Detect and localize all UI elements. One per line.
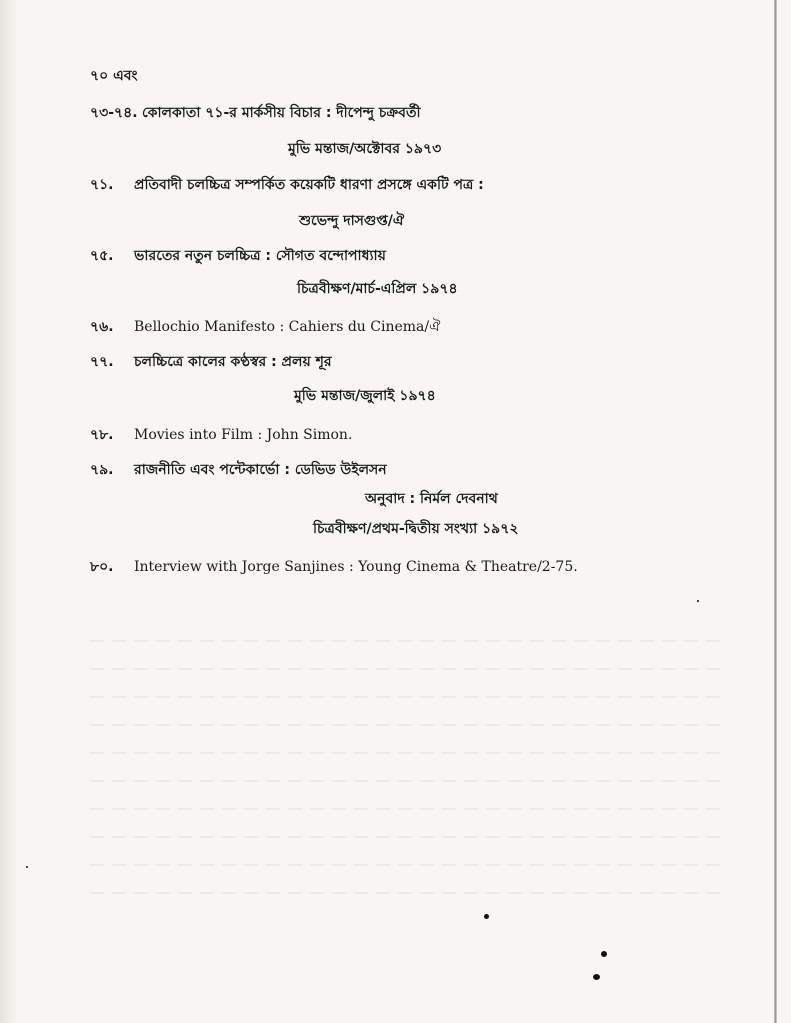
entry — [90, 318, 440, 336]
entry-text: Interview with Jorge Sanjines : Young Cinema & Theatre/2-75. — [134, 559, 578, 575]
bleed-through-line — [90, 864, 721, 866]
entry-source: মুভি মন্তাজ/জুলাই ১৯৭৪ — [294, 388, 436, 404]
entry-number: ৮০. — [90, 559, 114, 575]
ink-speck — [601, 951, 607, 957]
entry-text: রাজনীতি এবং পন্টেকার্ভো : ডেভিড উইলসন — [134, 462, 387, 478]
entry-number: ৭১. — [90, 177, 114, 193]
ink-speck — [593, 974, 600, 980]
entry-source: চিত্রবীক্ষণ/প্রথম-দ্বিতীয় সংখ্যা ১৯৭২ — [313, 521, 519, 537]
entry — [90, 558, 578, 576]
entry-number: ৭৫. — [90, 248, 114, 264]
entry-number: ৭৬. — [90, 319, 114, 335]
entry-number: ৭৩-৭৪. — [90, 105, 138, 121]
bleed-through-line — [90, 640, 721, 642]
entry — [90, 176, 484, 194]
entry — [90, 461, 387, 479]
entry-text: প্রতিবাদী চলচ্চিত্র সম্পর্কিত কয়েকটি ধারণা প্রসঙ্গে একটি পত্র : — [134, 177, 484, 193]
entry-text: ভারতের নতুন চলচ্চিত্র : সৌগত বন্দোপাধ্যায় — [134, 248, 386, 264]
entry-number: ৭৮. — [90, 427, 114, 443]
entry — [90, 247, 386, 265]
entry — [90, 104, 420, 122]
ink-speck — [697, 600, 699, 602]
bleed-through-line — [90, 836, 721, 838]
scan-shadow-left — [0, 0, 18, 1023]
bleed-through-line — [90, 892, 721, 894]
bleed-through-line — [90, 752, 721, 754]
entry-translator: অনুবাদ : নির্মল দেবনাথ — [365, 491, 498, 507]
bleed-through-line — [90, 668, 721, 670]
ink-speck — [26, 866, 28, 868]
entry-text: Bellochio Manifesto : Cahiers du Cinema/ঐ — [134, 319, 441, 335]
entry-text: চলচ্চিত্রে কালের কণ্ঠস্বর : প্রলয় শূর — [134, 354, 332, 370]
entry-source: চিত্রবীক্ষণ/মার্চ-এপ্রিল ১৯৭৪ — [297, 281, 458, 297]
ink-speck — [484, 914, 489, 919]
entry-number: ৭৯. — [90, 462, 114, 478]
entry-number: ৭৭. — [90, 354, 114, 370]
entry — [90, 353, 332, 371]
top-note: ৭০ এবং — [90, 68, 138, 84]
bleed-through-line — [90, 696, 721, 698]
bleed-through-line — [90, 780, 721, 782]
entry-source: মুভি মন্তাজ/অক্টোবর ১৯৭৩ — [288, 141, 442, 157]
bleed-through-line — [90, 724, 721, 726]
entry-text: Movies into Film : John Simon. — [134, 427, 353, 443]
bleed-through-line — [90, 808, 721, 810]
page-edge-right — [774, 0, 777, 1023]
entry-text: কোলকাতা ৭১-র মার্কসীয় বিচার : দীপেন্দু চক্রবর্তী — [142, 105, 421, 121]
entry-source: শুভেন্দু দাসগুপ্ত/ঐ — [299, 213, 405, 229]
entry — [90, 426, 352, 444]
